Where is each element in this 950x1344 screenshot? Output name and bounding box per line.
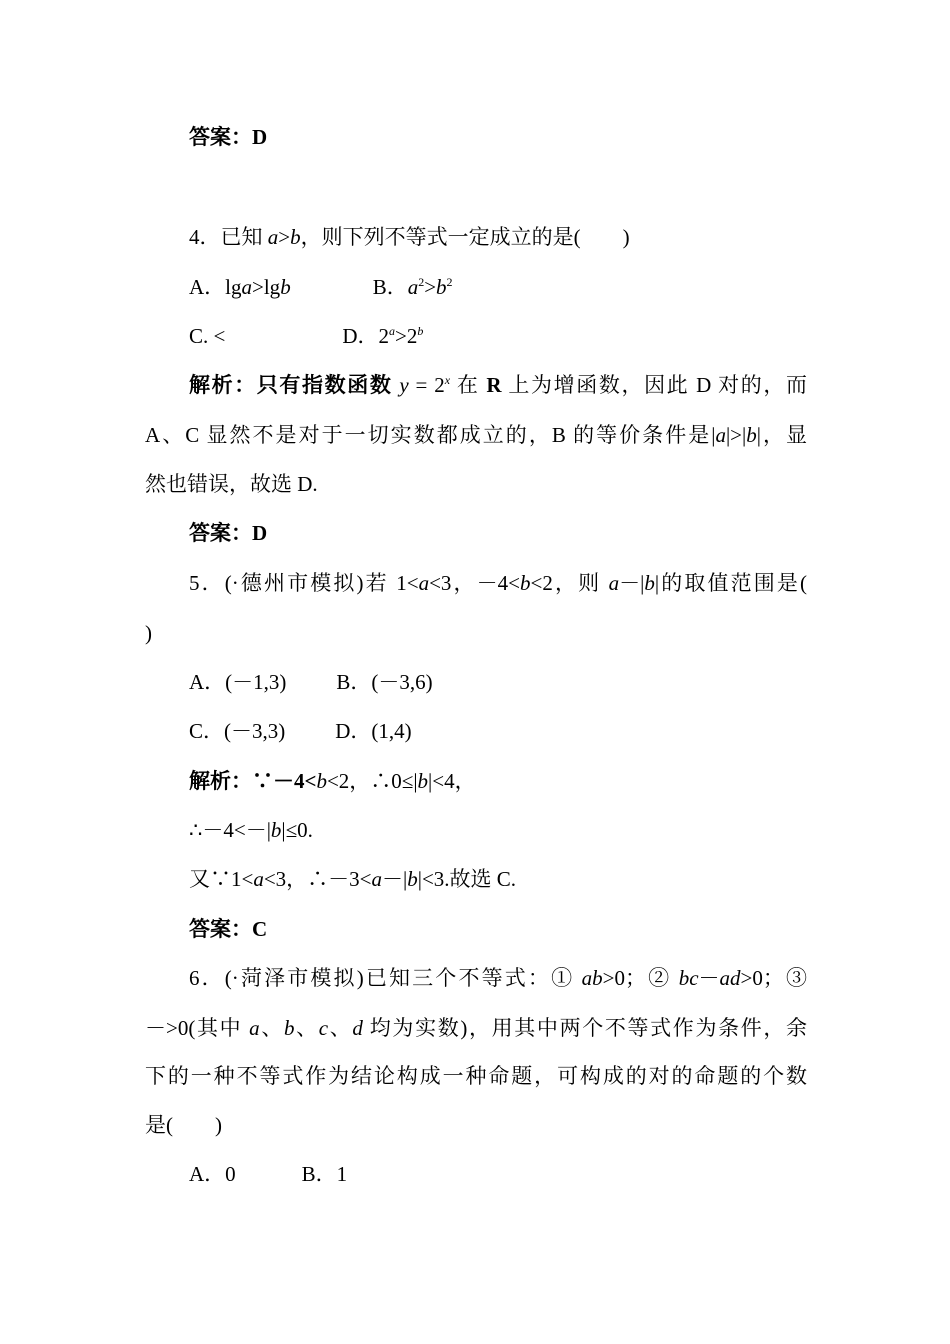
q5-option-c: C．(－3,3) xyxy=(189,719,286,743)
q4-option-a: A．lga>lgb xyxy=(189,275,291,299)
q3-answer: 答案：D xyxy=(189,125,268,149)
q4-options-ab xyxy=(189,274,807,300)
q6-options-ab xyxy=(189,1161,807,1187)
q5-answer: 答案：C xyxy=(189,917,268,941)
q5-options-cd xyxy=(189,718,807,744)
q5-option-b: B．(－3,6) xyxy=(336,670,433,694)
q5-options-ab xyxy=(189,669,807,695)
q4-option-c: C. < xyxy=(189,324,226,348)
q4-analysis-line-2: A、C 显然不是对于一切实数都成立的，B 的等价条件是|a|>|b|，显 xyxy=(145,423,807,447)
q5-analysis-line-2: ∴－4<－|b|≤0. xyxy=(189,818,313,842)
q4-stem: 4．已知 a>b，则下列不等式一定成立的是( ) xyxy=(189,225,630,249)
q6-option-b: B．1 xyxy=(301,1162,348,1186)
q4-option-b: B．$a^2>b^2$ xyxy=(372,275,453,299)
q6-stem-line-4: 是( ) xyxy=(145,1113,222,1137)
q4-answer: 答案：D xyxy=(189,521,268,545)
q5-option-a: A．(－1,3) xyxy=(189,670,287,694)
q6-stem-line-1: 6．(·菏泽市模拟)已知三个不等式：① ab>0；② bc－ad>0；③ xyxy=(189,966,808,990)
q4-options-cd xyxy=(189,323,807,349)
q6-stem-line-3: 下的一种不等式作为结论构成一种命题，可构成的对的命题的个数 xyxy=(145,1064,807,1088)
q5-analysis-line-1: 解析：∵－4<b<2，∴0≤|b|<4， xyxy=(189,769,476,793)
q4-analysis-line-3: 然也错误，故选 D. xyxy=(145,472,318,496)
q5-stem-line-2: ) xyxy=(145,621,152,645)
q4-option-d: D．$2^a>2^b$ xyxy=(342,324,424,348)
q5-analysis-line-3: 又∵1<a<3，∴－3<a－|b|<3.故选 C. xyxy=(189,867,517,891)
q6-stem-line-2: －>0(其中 a、b、c、d 均为实数)，用其中两个不等式作为条件，余 xyxy=(145,1016,808,1040)
q6-option-a: A．0 xyxy=(189,1162,236,1186)
q4-analysis-line-1: 解析：只有指数函数 $y = 2^x$ 在 R 上为增函数，因此 D 对的，而 xyxy=(189,373,808,397)
q5-stem-line-1: 5．(·德州市模拟)若 1<a<3，－4<b<2，则 a－|b|的取值范围是( xyxy=(189,571,808,595)
q5-option-d: D．(1,4) xyxy=(335,719,412,743)
